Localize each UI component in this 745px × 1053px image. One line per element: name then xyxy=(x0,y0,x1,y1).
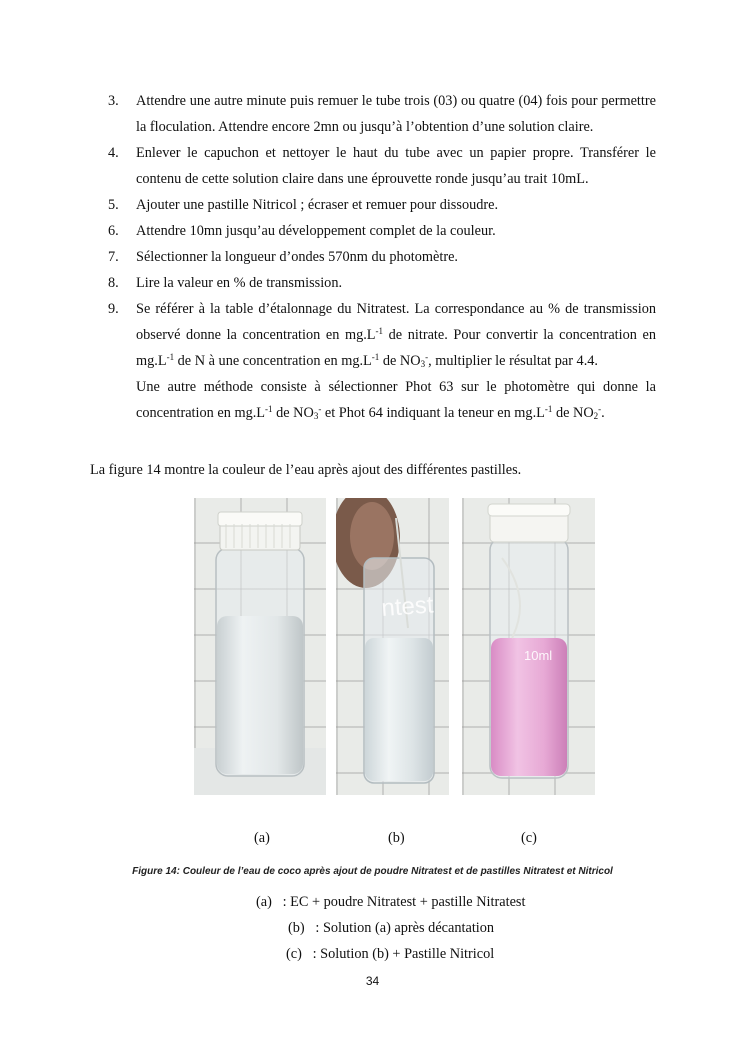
legend-a: (a) : EC + poudre Nitratest + pastille Nitratest xyxy=(256,894,526,910)
step-9: 9. Se référer à la table d’étalonnage du Nitratest. La correspondance au % de transmission observé donne la concentration en $mg.L^{-1}$ de nitrate. Pour convertir la concentration en $mg.L^{-1}$ de N à une concentration en $mg.L^{-1}$ de $NO_3^-$, multiplier le résultat par 4.4. xyxy=(108,301,656,369)
label-c: (c) xyxy=(521,830,537,846)
label-b: (b) xyxy=(388,830,405,846)
tube-b-label: ntest xyxy=(380,591,435,622)
step-4: 4. Enlever le capuchon et nettoyer le haut du tube avec un papier propre. Transférer le contenu de cette solution claire dans une éprouvette ronde jusqu’au trait 10mL. xyxy=(108,145,656,187)
tube-c-label: 10ml xyxy=(524,648,553,663)
legend-b: (b) : Solution (a) après décantation xyxy=(288,920,495,936)
step-5: 5. Ajouter une pastille Nitricol ; écraser et remuer pour dissoudre. xyxy=(108,197,499,213)
alternative-method: Une autre méthode consiste à sélectionner Phot 63 sur le photomètre qui donne la concentration en $mg.L^{-1}$ de $NO_3^-$ et Phot 64 indiquant la teneur en $mg.L^{-1}$ de $NO_2^-$. xyxy=(136,379,656,421)
figure-intro: La figure 14 montre la couleur de l’eau après ajout des différentes pastilles. xyxy=(90,462,522,478)
tube-b-graphic xyxy=(336,498,449,795)
tube-c-graphic xyxy=(462,498,595,795)
figure-caption: Figure 14: Couleur de l’eau de coco après ajout de poudre Nitratest et de pastilles Nitratest et Nitricol xyxy=(132,866,613,877)
step-8: 8. Lire la valeur en % de transmission. xyxy=(108,275,343,291)
page-number: 34 xyxy=(365,974,380,988)
step-6: 6. Attendre 10mn jusqu’au développement complet de la couleur. xyxy=(108,223,496,239)
step-3: 3. Attendre une autre minute puis remuer le tube trois (03) ou quatre (04) fois pour permettre la floculation. Attendre encore 2mn ou jusqu’à l’obtention d’une solution claire. xyxy=(108,93,656,135)
photo-c-tube xyxy=(462,498,595,795)
photo-b-tube xyxy=(336,498,449,795)
tube-a-graphic xyxy=(194,498,326,795)
legend-c: (c) : Solution (b) + Pastille Nitricol xyxy=(286,946,495,962)
photo-a-tube xyxy=(194,498,326,795)
procedure-steps xyxy=(108,88,656,426)
step-7: 7. Sélectionner la longueur d’ondes 570nm du photomètre. xyxy=(108,249,459,265)
label-a: (a) xyxy=(254,830,270,846)
